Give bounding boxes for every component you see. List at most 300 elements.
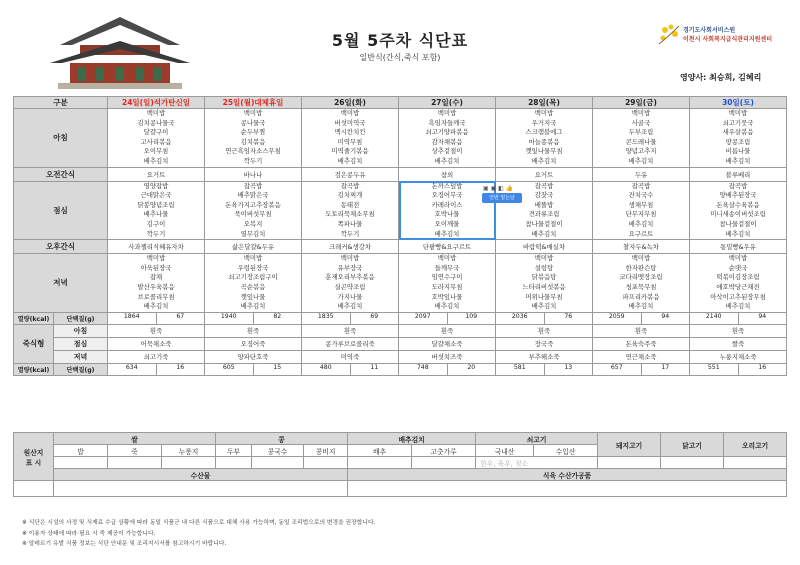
menu-item: 사골국: [631, 118, 651, 127]
menu-item: 백미밥: [534, 254, 554, 263]
breakfast-label: 아침: [14, 109, 108, 168]
menu-item: 버섯미역국: [334, 118, 366, 127]
snack-cell: 크래커&생강차: [302, 240, 399, 254]
kcal-value: 1864: [108, 313, 157, 324]
menu-item: 배추김치: [337, 156, 363, 165]
menu-item: 백미밥: [437, 109, 457, 117]
menu-item: 설렁탕: [534, 263, 554, 272]
porridge-cell: 흰죽: [496, 324, 593, 337]
menu-item: 느타리버섯볶음: [522, 282, 566, 291]
menu-item: 콩나물국: [240, 118, 266, 127]
snack-cell: 삶은달걀&두유: [205, 240, 302, 254]
origin-fish-value: [54, 481, 348, 497]
snack-cell: 단팥빵&요구르트: [399, 240, 496, 254]
menu-item: 백미밥: [631, 254, 651, 263]
menu-cell: [205, 109, 302, 168]
kcal-cell: [205, 312, 302, 324]
menu-item: 쪽파나물: [337, 219, 363, 228]
menu-item: 유부장국: [337, 263, 363, 272]
porridge-cell: 미역죽: [302, 350, 399, 363]
protein-value: 17: [661, 363, 670, 371]
menu-item: 마늘종볶음: [528, 137, 560, 146]
menu-item: 참나물겉절이: [719, 219, 757, 228]
menu-item: 임연수구이: [431, 273, 463, 282]
menu-item: 단무지무침: [625, 210, 657, 219]
origin-label-1: 원산지: [23, 448, 44, 457]
menu-cell: [108, 109, 205, 168]
menu-item: 잡곡밥: [243, 181, 263, 190]
porridge-cell: 어묵채소죽: [108, 337, 205, 350]
snack-cell: 사과젤리식혜유자차: [108, 240, 205, 254]
menu-cell: [302, 181, 399, 240]
origin-duck: 오리고기: [724, 433, 787, 457]
menu-item: 달걀구이: [143, 128, 169, 137]
porridge-cell: 부추해소죽: [496, 350, 593, 363]
menu-item: 배추맑은국: [237, 191, 269, 200]
menu-item: 배추김치: [725, 302, 751, 311]
menu-item: 백미밥: [243, 109, 263, 117]
origin-sub: 두부: [216, 445, 252, 457]
menu-item: 백미밥: [243, 254, 263, 263]
menu-item: 브로콜리무침: [137, 292, 175, 301]
kcal-value: 2097: [399, 313, 448, 324]
protein-label: 단백질(g): [54, 312, 108, 324]
menu-item: 잡곡밥: [728, 181, 748, 190]
menu-item: 두부조림: [628, 128, 654, 137]
kcal-label: 열량(kcal): [14, 363, 54, 375]
menu-item: 돈까스덮밥: [431, 181, 463, 190]
kcal-porridge-row: [14, 363, 787, 375]
protein-value: 82: [273, 312, 282, 320]
menu-item: 배추김치: [725, 229, 751, 238]
menu-item: 영양잡밥: [143, 181, 169, 190]
menu-cell: [496, 254, 593, 313]
protein-value: 76: [564, 312, 573, 320]
logo-line-1: 경기도사회서비스원: [683, 27, 736, 34]
kcal-value: 2059: [593, 313, 642, 324]
menu-item: 한자판슨탕: [625, 263, 657, 272]
menu-item: 백미밥: [728, 254, 748, 263]
menu-item: 닭봉양념조림: [137, 200, 175, 209]
menu-item: 잔치국수: [628, 191, 654, 200]
menu-item: 새우살볶음: [722, 128, 754, 137]
protein-value: 13: [564, 363, 573, 371]
snack-cell: 요거트: [496, 167, 593, 181]
menu-item: 코다리멧장조림: [619, 273, 663, 282]
origin-rice: 쌀: [54, 433, 216, 445]
menu-item: 생채무침: [628, 200, 654, 209]
kcal-cell: [108, 363, 205, 375]
menu-item: 떡볶이김장조림: [716, 273, 760, 282]
note-3: ※ 알레르기 유발 식품 정보는 식단 안내문 및 조리지시서를 참고하시기 바랍니다.: [22, 541, 227, 547]
menu-item: 배추김치: [143, 302, 169, 311]
menu-item: 돈육가지고추장볶음: [225, 200, 281, 209]
menu-item: 참나물겉절이: [525, 219, 563, 228]
menu-item: 배추김치: [628, 302, 654, 311]
menu-item: 백미밥: [146, 109, 166, 117]
kcal-cell: [205, 363, 302, 375]
menu-cell: [399, 181, 496, 240]
porridge-cell: 쌀죽: [690, 337, 787, 350]
porridge-cell: 흰죽: [108, 324, 205, 337]
menu-item: 배추김치: [337, 302, 363, 311]
logo-line-2: 이천시 사회복지급식관리지원센터: [683, 36, 773, 43]
menu-item: 쇠고기장조림구이: [228, 273, 278, 282]
menu-item: 백미밥: [534, 109, 554, 117]
header: [0, 0, 800, 95]
kcal-value: 605: [205, 364, 254, 375]
menu-cell: [205, 254, 302, 313]
menu-item: 열무김치: [240, 229, 266, 238]
porridge-cell: 누룽지채소죽: [690, 350, 787, 363]
menu-item: 오징어무국: [431, 191, 463, 200]
menu-item: 배추김치: [531, 156, 557, 165]
page-title: 5월 5주차 식단표: [331, 31, 469, 50]
menu-item: 김구이: [146, 219, 166, 228]
porridge-breakfast-label: 아침: [54, 324, 108, 337]
origin-chicken: 닭고기: [661, 433, 724, 457]
porridge-lunch-label: 점심: [54, 337, 108, 350]
menu-item: 도토리묵채소무침: [325, 210, 375, 219]
porridge-cell: 장국죽: [496, 337, 593, 350]
snack-cell: 바나나: [205, 167, 302, 181]
porridge-cell: 흰죽: [302, 324, 399, 337]
menu-item: 깻잎나물무침: [525, 147, 563, 156]
origin-value: [108, 457, 162, 469]
day-header-row: [14, 97, 787, 109]
menu-item: 감자채볶음: [431, 137, 463, 146]
menu-item: 배추나물: [143, 210, 169, 219]
kcal-cell: [108, 312, 205, 324]
menu-item: 멕시칸치킨: [334, 128, 366, 137]
origin-value: [412, 457, 476, 469]
origin-label: [14, 433, 54, 481]
kcal-cell: [690, 312, 787, 324]
kcal-cell: [399, 312, 496, 324]
menu-item: 배추김치: [725, 156, 751, 165]
protein-value: 69: [370, 312, 379, 320]
menu-item: 들깨무국: [434, 263, 460, 272]
snack-cell: 검은콩두유: [302, 167, 399, 181]
protein-value: 11: [370, 363, 379, 371]
origin-value: [216, 457, 252, 469]
dinner-label: 저녁: [14, 254, 108, 313]
menu-item: 도라지무침: [431, 282, 463, 291]
origin-value: [162, 457, 216, 469]
menu-item: 청포묵무침: [625, 282, 657, 291]
menu-item: 순두부찜: [240, 128, 266, 137]
protein-value: 16: [758, 363, 767, 371]
lunch-label: 점심: [14, 181, 108, 240]
pm-snack-label: 오후간식: [14, 240, 108, 254]
menu-item: 잡채: [149, 273, 163, 282]
menu-item: 파프리카볶음: [622, 292, 660, 301]
protein-value: 109: [465, 312, 478, 320]
menu-item: 고사리볶음: [140, 137, 172, 146]
day-header: 29일(금): [593, 97, 690, 109]
menu-item: 배추김치: [434, 302, 460, 311]
nutritionist: 영양사: 최승희, 김혜리: [680, 73, 762, 82]
menu-item: 깍두기: [340, 229, 360, 238]
menu-item: 미역무침: [337, 137, 363, 146]
origin-sub: 수입산: [534, 445, 598, 457]
kcal-value: 551: [690, 364, 739, 375]
menu-cell: [302, 254, 399, 313]
origin-beef: 쇠고기: [476, 433, 598, 445]
origin-value: [54, 457, 108, 469]
snack-cell: 찰자두&녹차: [593, 240, 690, 254]
menu-item: 쇠고기양파볶음: [425, 128, 469, 137]
menu-item: 백미밥: [146, 254, 166, 263]
menu-item: 아욱된장국: [140, 263, 172, 272]
origin-sub: 죽: [108, 445, 162, 457]
origin-value: [304, 457, 348, 469]
menu-item: 깍두기: [146, 229, 166, 238]
origin-kimchi: 배추김치: [348, 433, 476, 445]
menu-item: 돈육살수육볶음: [716, 200, 760, 209]
porridge-cell: 흰죽: [690, 324, 787, 337]
kcal-value: 2036: [496, 313, 545, 324]
kcal-value: 748: [399, 364, 448, 375]
pm-snack-row: [14, 240, 787, 254]
menu-item: 오복지: [243, 219, 263, 228]
menu-item: 양념고추지: [625, 147, 657, 156]
snack-cell: 두유: [593, 167, 690, 181]
menu-item: 카레라이스: [431, 200, 463, 209]
porridge-cell: 흰죽: [593, 324, 690, 337]
menu-item: 미역줄기볶음: [331, 147, 369, 156]
menu-item: 묵이버섯무침: [234, 210, 272, 219]
menu-table: [13, 96, 787, 376]
origin-beans: 콩: [216, 433, 348, 445]
origin-value: [348, 457, 412, 469]
menu-item: 근대맑은국: [140, 191, 172, 200]
protein-value: 94: [661, 312, 670, 320]
menu-item: 배추김치: [434, 156, 460, 165]
porridge-lunch-row: [14, 337, 787, 350]
note-1: ※ 식단은 시설의 사정 및 식재료 수급 상황에 따라 동일 식품군 내 다른 식품으로 대체 사용 가능하며, 동일 조리법으로의 변경을 권장합니다.: [22, 520, 376, 526]
menu-item: 배추김치: [628, 219, 654, 228]
menu-item: 곡순볶음: [240, 282, 266, 291]
menu-item: 애호박당근채전: [716, 282, 760, 291]
protein-value: 94: [758, 312, 767, 320]
menu-item: 백미밥: [340, 109, 360, 117]
menu-item: 스크램블에그: [525, 128, 563, 137]
menu-item: 우거지국: [531, 118, 557, 127]
menu-item: 견과류조림: [528, 210, 560, 219]
menu-cell: [496, 109, 593, 168]
porridge-breakfast-row: [14, 324, 787, 337]
logo-text: [683, 26, 772, 44]
menu-item: 배추김치: [434, 229, 460, 238]
protein-label: 단백질(g): [54, 363, 108, 375]
day-header: 24일(일)석가탄신일: [108, 97, 205, 109]
day-header: 28일(목): [496, 97, 593, 109]
origin-sub: 콩국수: [252, 445, 304, 457]
menu-cell: [593, 109, 690, 168]
origin-sub: 고춧가루: [412, 445, 476, 457]
porridge-cell: 연근채소죽: [593, 350, 690, 363]
origin-value: [661, 457, 724, 469]
porridge-cell: 달걀채소죽: [399, 337, 496, 350]
kcal-value: 634: [108, 364, 157, 375]
am-snack-row: [14, 167, 787, 181]
origin-sub: 밥: [54, 445, 108, 457]
origin-sub: 배추: [348, 445, 412, 457]
breakfast-row: [14, 109, 787, 168]
am-snack-label: 오전간식: [14, 167, 108, 181]
day-header: 25일(월)대체휴일: [205, 97, 302, 109]
menu-cell: [108, 181, 205, 240]
menu-cell: [399, 254, 496, 313]
kcal-cell: [593, 363, 690, 375]
menu-item: 순댓국: [728, 263, 748, 272]
porridge-dinner-row: [14, 350, 787, 363]
tooltip-icons[interactable]: ▣ ▣ ◧ 👍: [483, 185, 514, 192]
menu-item: 닭볶음탕: [531, 273, 557, 282]
origin-value: [724, 457, 787, 469]
tooltip-badge[interactable]: 언번 밑는날: [482, 193, 522, 203]
day-header: 27일(수): [399, 97, 496, 109]
menu-item: 배추김치: [143, 156, 169, 165]
kcal-value: 581: [496, 364, 545, 375]
origin-fish-processed-value: [348, 481, 787, 497]
kcal-value: 1835: [302, 313, 351, 324]
menu-item: 백미밥: [728, 109, 748, 117]
menu-item: 흑임자들깨국: [428, 118, 466, 127]
origin-sub: 국내산: [476, 445, 534, 457]
menu-item: 백미밥: [437, 254, 457, 263]
porridge-cell: 흰죽: [399, 324, 496, 337]
kcal-value: 480: [302, 364, 351, 375]
menu-item: 땅콩조림: [725, 137, 751, 146]
kcal-cell: [302, 312, 399, 324]
menu-item: 콘드레나물: [625, 137, 657, 146]
kcal-cell: [593, 312, 690, 324]
porridge-cell: 양파단호죽: [205, 350, 302, 363]
notes: [22, 518, 375, 550]
kcal-cell: [690, 363, 787, 375]
day-header: 30일(토): [690, 97, 787, 109]
kcal-cell: [399, 363, 496, 375]
protein-value: 15: [273, 363, 282, 371]
origin-pork: 돼지고기: [598, 433, 661, 457]
menu-item: 쇠고기뭇국: [722, 118, 754, 127]
menu-cell: [205, 181, 302, 240]
porridge-cell: 버섯치즈죽: [399, 350, 496, 363]
header-label: 구분: [14, 97, 108, 109]
porridge-cell: 돈육숙주죽: [593, 337, 690, 350]
menu-cell: [302, 109, 399, 168]
snack-cell: 요거트: [108, 167, 205, 181]
kcal-row: [14, 312, 787, 324]
menu-item: 김치콩나물국: [137, 118, 175, 127]
menu-item: 배뚤밥: [534, 200, 554, 209]
menu-item: 잡곡밥: [534, 181, 554, 190]
kcal-value: 1940: [205, 313, 254, 324]
menu-item: 동태전: [340, 200, 360, 209]
origin-fish-processed: 식육 수산가공품: [348, 469, 787, 481]
menu-item: 아삭이고추된장무침: [710, 292, 766, 301]
day-header: 26일(화): [302, 97, 399, 109]
menu-item: 배추김치: [628, 156, 654, 165]
kcal-cell: [496, 363, 593, 375]
menu-item: 백미밥: [631, 109, 651, 117]
menu-item: 백미밥: [340, 254, 360, 263]
menu-item: 잡곡밥: [631, 181, 651, 190]
porridge-cell: 쇠고기죽: [108, 350, 205, 363]
note-2: ※ 이용자 상태에 따라 필요 시 죽 제공이 가능합니다.: [22, 530, 156, 537]
snack-cell: 바람떡&매실차: [496, 240, 593, 254]
origin-fish: 수산물: [54, 469, 348, 481]
menu-item: 깍두기: [243, 156, 263, 165]
kcal-value: 657: [593, 364, 642, 375]
menu-item: 오이무침: [143, 147, 169, 156]
origin-beef-note: 한우, 육우, 젖소: [476, 457, 598, 469]
kcal-value: 2140: [690, 313, 739, 324]
menu-item: 미니새송이버섯조림: [710, 210, 766, 219]
menu-item: 상추겉절이: [431, 147, 463, 156]
snack-cell: 통밀빵&우유: [690, 240, 787, 254]
menu-item: 잡곡밥: [340, 181, 360, 190]
menu-cell: [399, 109, 496, 168]
kcal-cell: [302, 363, 399, 375]
menu-cell: [108, 254, 205, 313]
menu-item: 양배추된장국: [719, 191, 757, 200]
menu-cell: [593, 254, 690, 313]
menu-item: 깻잎나물: [240, 292, 266, 301]
origin-sub: 콩비지: [304, 445, 348, 457]
porridge-dinner-label: 저녁: [54, 350, 108, 363]
lunch-row: [14, 181, 787, 240]
menu-item: 훈제오리부추볶음: [325, 273, 375, 282]
protein-value: 67: [176, 312, 185, 320]
menu-item: 호박나물: [434, 210, 460, 219]
origin-label-2: 표 시: [25, 458, 42, 467]
page-subtitle: 일반식(간식,죽식 포함): [359, 53, 441, 62]
menu-item: 김치볶음: [240, 137, 266, 146]
menu-item: 김치찌개: [337, 191, 363, 200]
menu-item: 머위나물무침: [525, 292, 563, 301]
origin-blank: [14, 481, 54, 497]
palace-illustration: [40, 5, 200, 93]
origin-sub: 누룽지: [162, 445, 216, 457]
menu-item: 호박잎나물: [431, 292, 463, 301]
kcal-cell: [496, 312, 593, 324]
dinner-row: [14, 254, 787, 313]
menu-item: 비름나물: [725, 147, 751, 156]
menu-item: 배추김치: [240, 302, 266, 311]
snack-cell: 참외: [399, 167, 496, 181]
protein-value: 16: [176, 363, 185, 371]
kcal-label: 열량(kcal): [14, 312, 54, 324]
porridge-cell: 오징어죽: [205, 337, 302, 350]
menu-item: 우렁된장국: [237, 263, 269, 272]
menu-cell: [690, 254, 787, 313]
menu-item: 가지나물: [337, 292, 363, 301]
menu-item: 감잣국: [534, 191, 554, 200]
origin-table: [13, 432, 787, 497]
menu-item: 오이깨물: [434, 219, 460, 228]
porridge-cell: 콩가루브로콜리죽: [302, 337, 399, 350]
protein-value: 20: [467, 363, 476, 371]
menu-item: 배추김치: [531, 229, 557, 238]
menu-item: 요구르트: [628, 229, 654, 238]
menu-item: 배추김치: [531, 302, 557, 311]
menu-item: 실곤약조림: [334, 282, 366, 291]
menu-item: 연근흑임자소스무침: [225, 147, 281, 156]
menu-cell: [593, 181, 690, 240]
